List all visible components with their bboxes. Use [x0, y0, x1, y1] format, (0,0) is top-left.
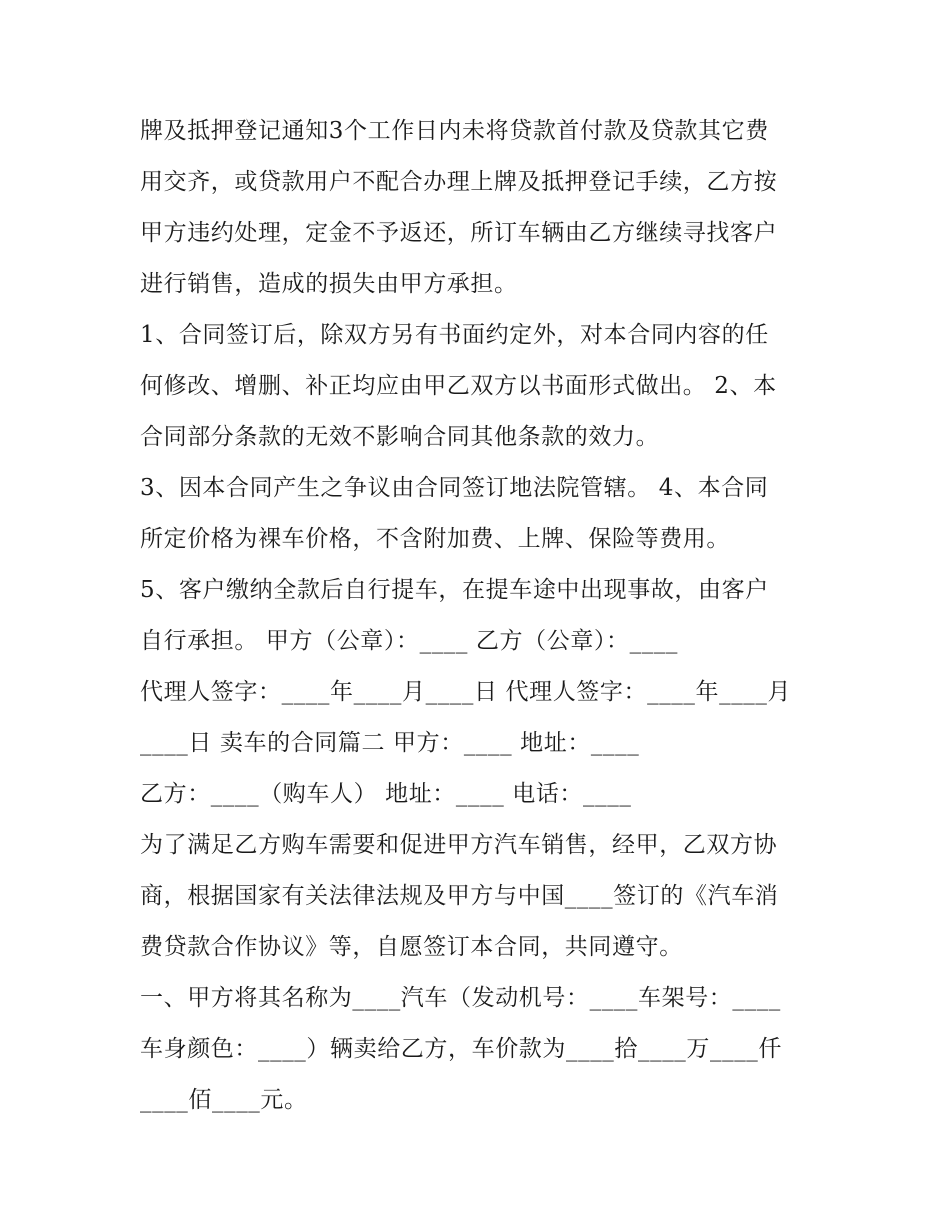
text-line: 为了满足乙方购车需要和促进甲方汽车销售，经甲，乙双方协	[140, 832, 778, 858]
text-line: 商，根据国家有关法律法规及甲方与中国____签订的《汽车消	[140, 883, 779, 909]
text-line: ____佰____元。	[140, 1087, 308, 1113]
text-line: 一、甲方将其名称为____汽车（发动机号：____车架号：____	[140, 985, 781, 1011]
contract-text-body	[140, 106, 820, 1126]
text-line: 牌及抵押登记通知3个工作日内未将贷款首付款及贷款其它费	[140, 118, 769, 144]
text-line: 所定价格为裸车价格，不含附加费、上牌、保险等费用。	[140, 526, 730, 552]
text-line: ____日 卖车的合同篇二 甲方：____ 地址：____	[140, 730, 640, 756]
text-line: 费贷款合作协议》等，自愿签订本合同，共同遵守。	[140, 934, 683, 960]
text-line: 用交齐，或贷款用户不配合办理上牌及抵押登记手续，乙方按	[140, 169, 778, 195]
text-line: 何修改、增删、补正均应由甲乙双方以书面形式做出。 2、本	[140, 373, 777, 399]
text-line: 进行销售，造成的损失由甲方承担。	[140, 271, 518, 297]
text-line: 5、客户缴纳全款后自行提车，在提车途中出现事故，由客户	[140, 577, 769, 603]
text-line: 合同部分条款的无效不影响合同其他条款的效力。	[140, 424, 660, 450]
text-line: 甲方违约处理，定金不予返还，所订车辆由乙方继续寻找客户	[140, 220, 778, 246]
text-line: 车身颜色：____）辆卖给乙方，车价款为____拾____万____仟	[140, 1036, 782, 1062]
text-line: 代理人签字：____年____月____日 代理人签字：____年____月	[140, 679, 792, 705]
text-line: 自行承担。 甲方（公章）：____ 乙方（公章）：____	[140, 628, 679, 654]
text-line: 1、合同签订后，除双方另有书面约定外，对本合同内容的任	[140, 322, 769, 348]
text-line: 乙方：____（购车人） 地址：____ 电话：____	[140, 781, 632, 807]
text-line: 3、因本合同产生之争议由合同签订地法院管辖。 4、本合同	[140, 475, 769, 501]
